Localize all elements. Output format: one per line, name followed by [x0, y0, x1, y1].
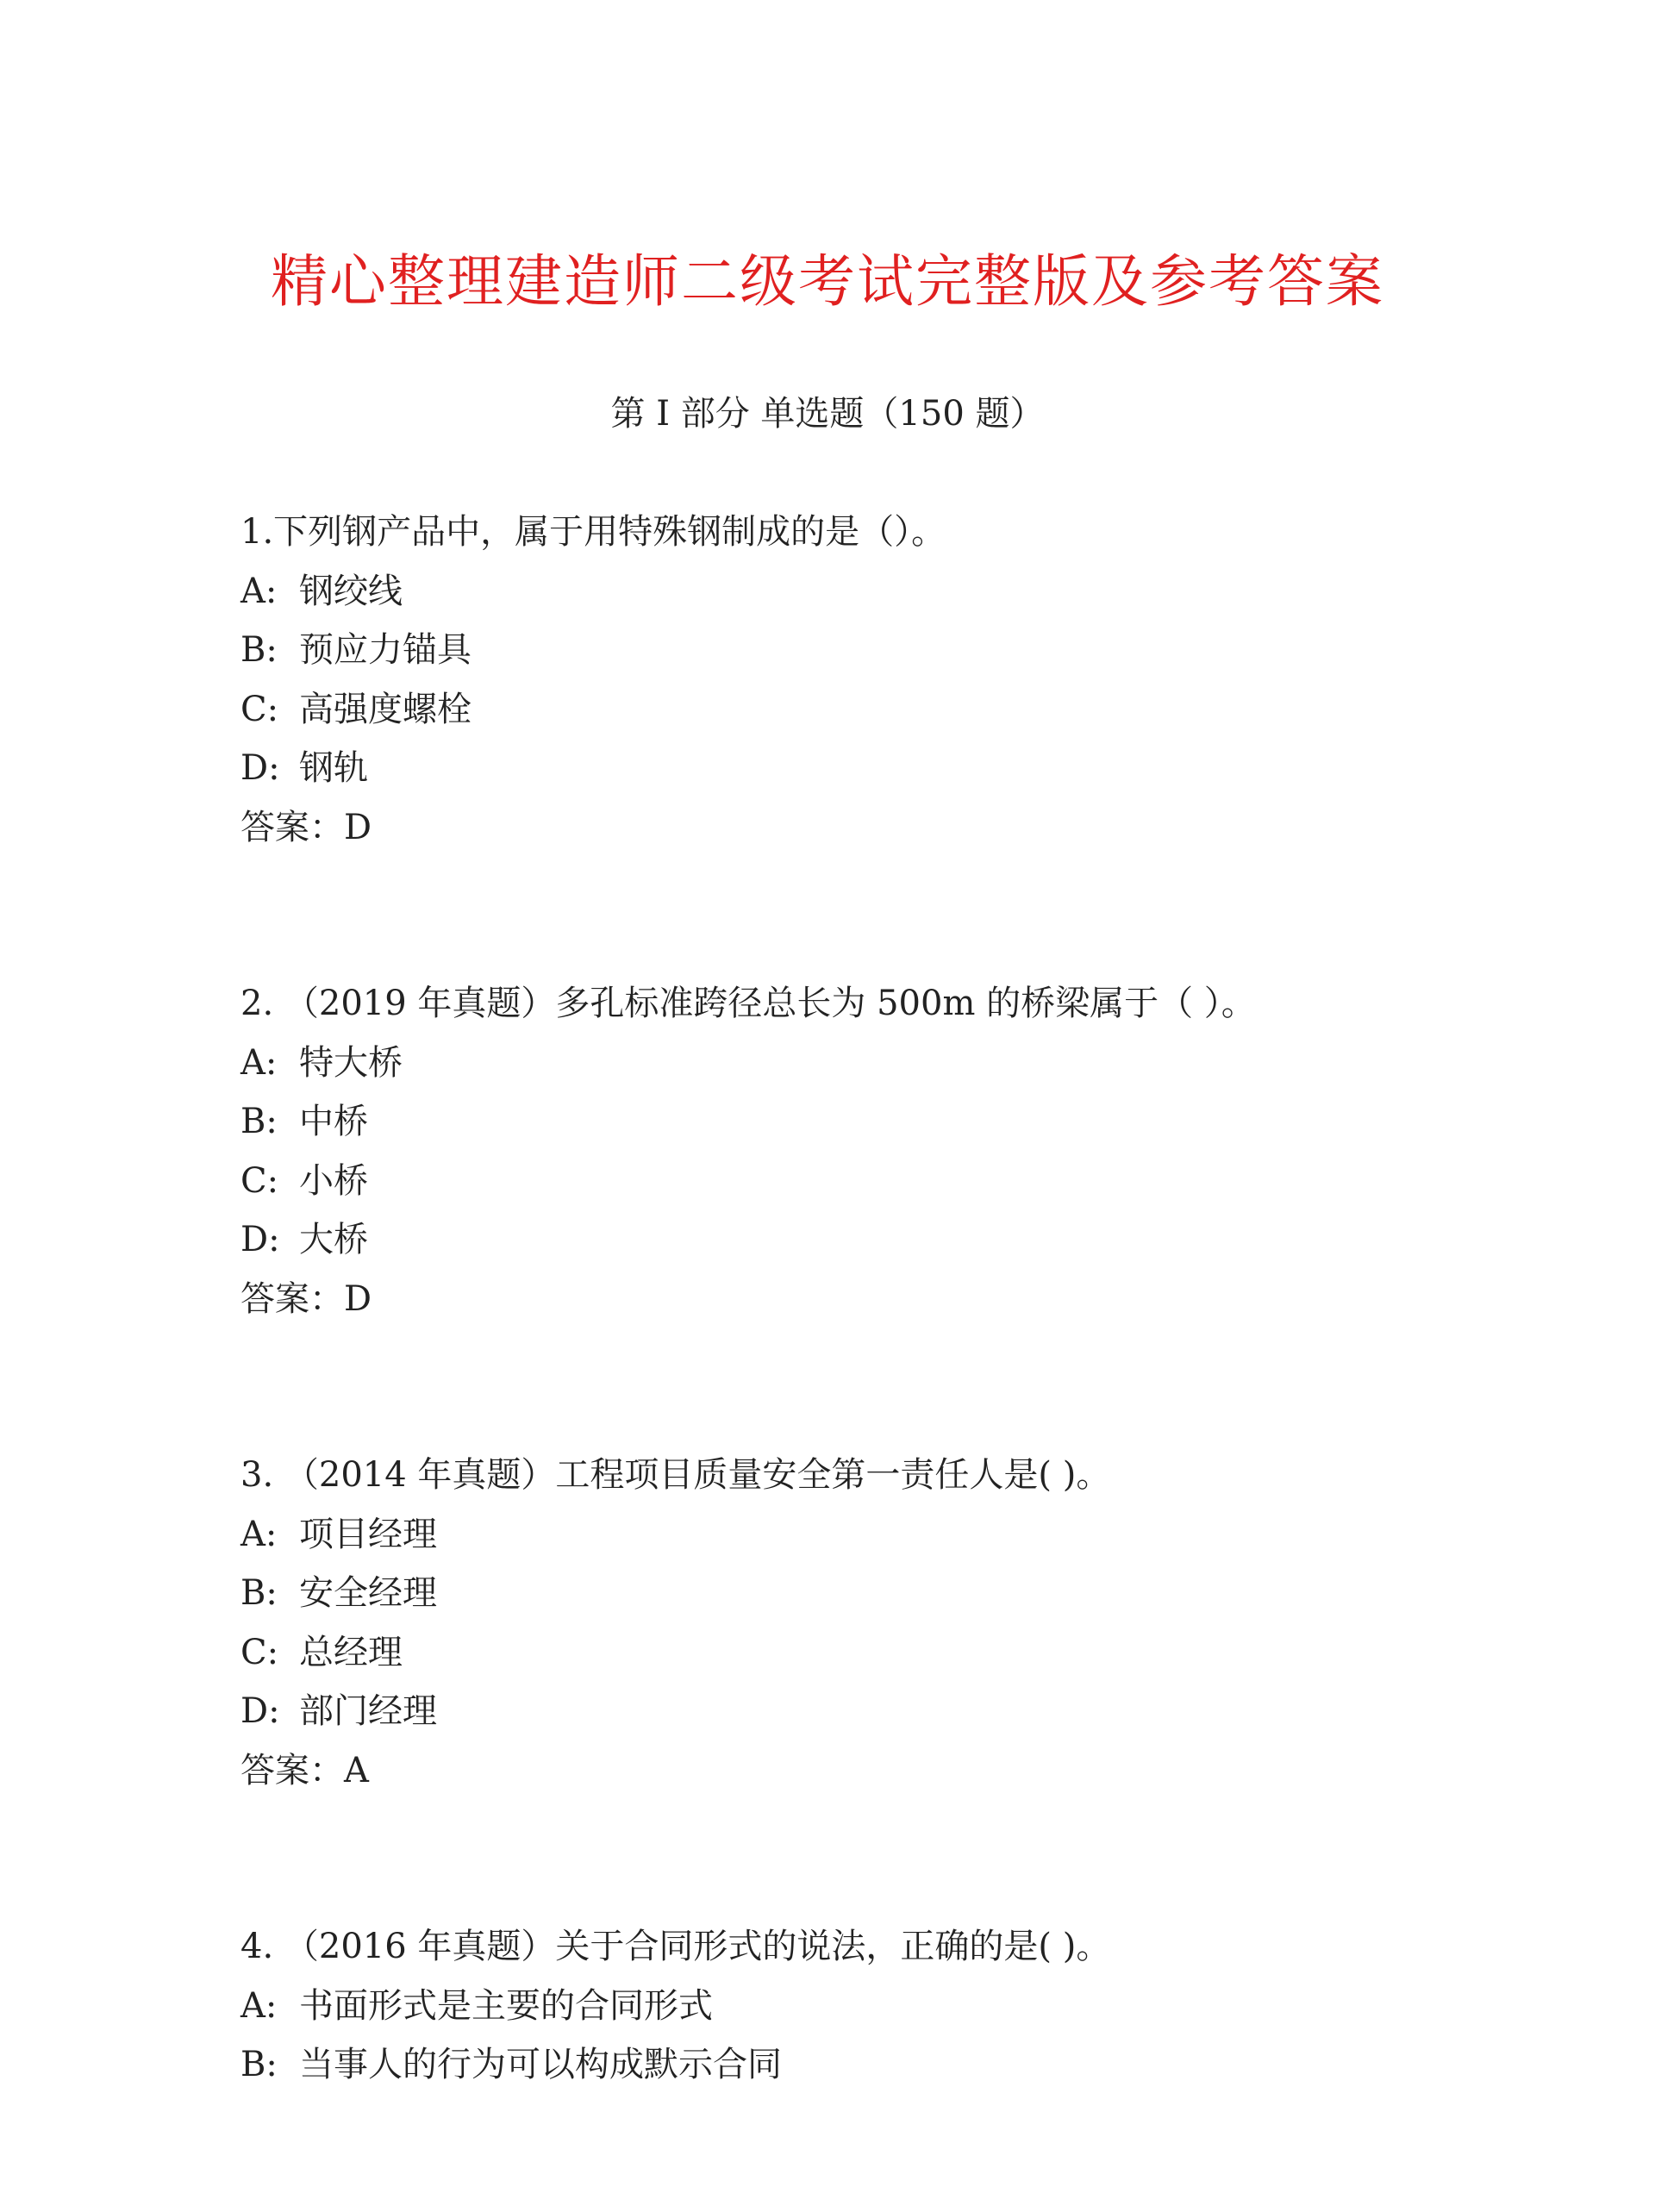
option-text: 中桥 — [299, 1102, 368, 1141]
question-3 — [240, 1446, 1585, 1800]
option-a — [240, 1034, 1585, 1093]
option-c — [240, 1152, 1585, 1211]
answer-line: 答案：A — [240, 1750, 369, 1790]
option-d — [240, 1682, 1585, 1741]
option-letter: B: — [240, 2045, 278, 2084]
option-b — [240, 621, 1585, 680]
option-b — [240, 1564, 1585, 1623]
option-d — [240, 739, 1585, 798]
option-letter: B: — [240, 1102, 278, 1141]
option-text: 特大桥 — [299, 1042, 403, 1083]
option-a — [240, 562, 1585, 622]
question-stem: 2. （2019 年真题）多孔标准跨径总长为 500m 的桥梁属于（ ）。 — [240, 984, 1256, 1023]
section-heading: 第 I 部分 单选题（150 题） — [610, 394, 1045, 434]
option-a — [240, 1505, 1585, 1565]
question-4 — [240, 1917, 1585, 2095]
option-c — [240, 680, 1585, 740]
option-text: 预应力锚具 — [299, 630, 472, 670]
option-letter: C: — [240, 1632, 279, 1672]
option-text: 总经理 — [299, 1632, 403, 1672]
answer-line: 答案：D — [240, 807, 372, 847]
question-1 — [240, 503, 1585, 857]
option-letter: A: — [240, 571, 278, 611]
option-text: 当事人的行为可以构成默示合同 — [299, 2045, 782, 2084]
option-letter: B: — [240, 630, 278, 670]
option-letter: A: — [240, 1985, 278, 2026]
option-text: 钢绞线 — [299, 571, 403, 611]
option-b — [240, 2035, 1585, 2095]
option-text: 书面形式是主要的合同形式 — [299, 1985, 713, 2026]
option-letter: C: — [240, 689, 279, 729]
question-stem: 3. （2014 年真题）工程项目质量安全第一责任人是( )。 — [240, 1455, 1111, 1495]
question-2 — [240, 974, 1585, 1328]
option-b — [240, 1092, 1585, 1152]
option-letter: D: — [240, 1691, 280, 1731]
option-letter: B: — [240, 1573, 278, 1613]
option-text: 安全经理 — [299, 1573, 437, 1613]
document-title: 精心整理建造师二级考试完整版及参考答案 — [271, 248, 1384, 315]
option-text: 钢轨 — [299, 748, 368, 788]
option-letter: D: — [240, 1220, 280, 1259]
option-letter: A: — [240, 1514, 278, 1554]
option-text: 小桥 — [299, 1160, 368, 1201]
option-c — [240, 1623, 1585, 1683]
option-d — [240, 1210, 1585, 1270]
option-text: 大桥 — [299, 1220, 368, 1259]
question-stem: 1.下列钢产品中，属于用特殊钢制成的是（）。 — [240, 512, 946, 552]
option-text: 部门经理 — [299, 1691, 437, 1731]
option-text: 项目经理 — [299, 1514, 437, 1554]
option-text: 高强度螺栓 — [299, 689, 472, 729]
option-letter: C: — [240, 1160, 279, 1201]
question-stem: 4. （2016 年真题）关于合同形式的说法，正确的是( )。 — [240, 1927, 1111, 1966]
option-letter: A: — [240, 1042, 278, 1083]
option-a — [240, 1977, 1585, 2036]
answer-line: 答案：D — [240, 1278, 372, 1319]
option-letter: D: — [240, 748, 280, 788]
question-list — [240, 503, 1585, 2212]
